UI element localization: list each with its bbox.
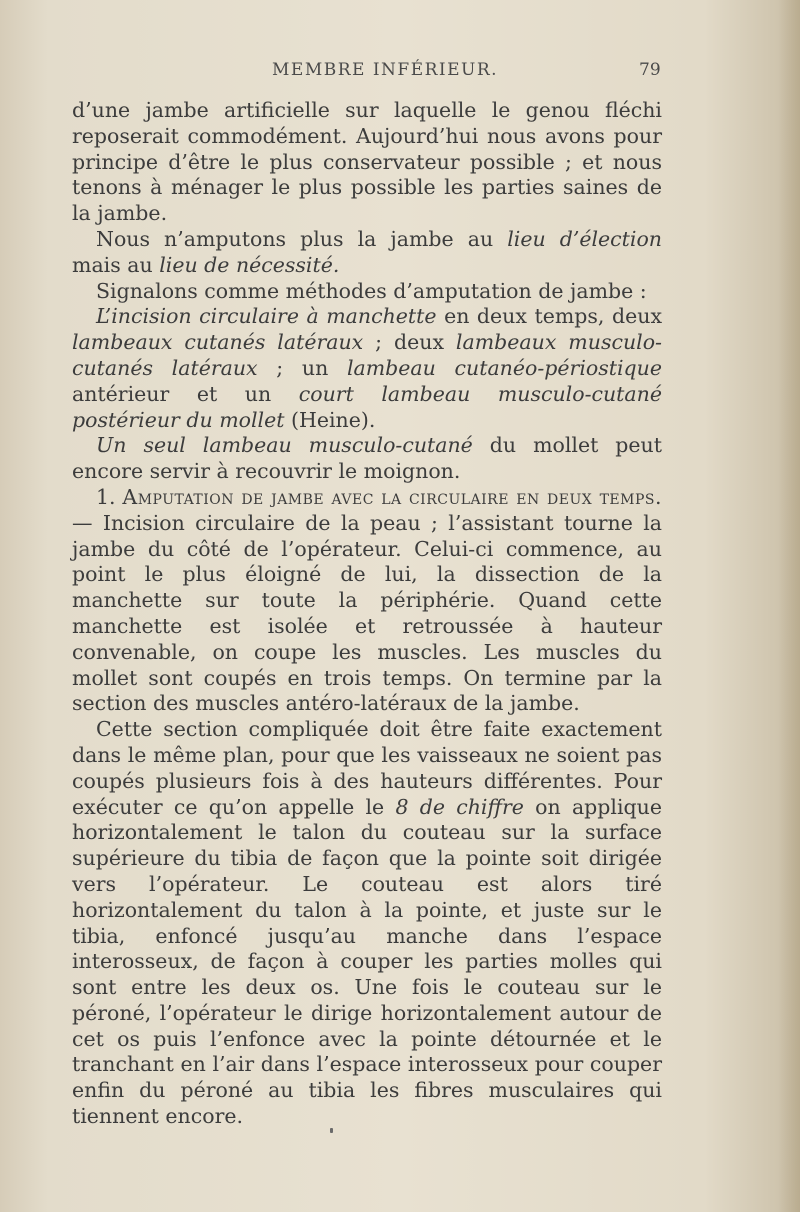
- emphasis: 8 de chiffre: [395, 794, 524, 819]
- emphasis: lambeau cutanéo-périostique: [346, 355, 662, 380]
- section-number: 1.: [96, 484, 116, 509]
- body-text: [72, 98, 662, 1130]
- emphasis: L’incision circulaire à manchette: [96, 304, 437, 329]
- paragraph-4: L’incision circulaire à manchette en deux temps, deux lambeaux cutanés latéraux ; deux lambeaux musculo-cutanés latéraux ; un lambeau cutanéo-périostique antérieur et un court lambeau musculo-cutané postérieur du mollet (Heine).: [72, 304, 662, 432]
- paragraph-5: Un seul lambeau musculo-cutané du mollet peut encore servir à recouvrir le moignon.: [72, 433, 662, 484]
- emphasis: lambeaux cutanés latéraux: [72, 330, 364, 355]
- page-edge-shadow: [778, 0, 800, 1212]
- page-number: 79: [639, 60, 661, 80]
- paragraph-3: Signalons comme méthodes d’amputation de jambe :: [96, 278, 647, 303]
- emphasis: Un seul lambeau musculo-cutané: [96, 433, 473, 458]
- emphasis: court lambeau musculo-cutané postérieur du mollet: [72, 381, 662, 432]
- paragraph-2: Nous n’amputons plus la jambe au lieu d’élection mais au lieu de nécessité.: [72, 226, 662, 277]
- running-head: MEMBRE INFÉRIEUR.: [272, 60, 499, 80]
- page-header: [0, 60, 800, 86]
- section-heading: Amputation de jambe avec la circulaire en deux temps.: [122, 484, 662, 509]
- emphasis: lambeaux musculo-cutanés latéraux: [72, 330, 662, 380]
- paragraph-1: d’une jambe artificielle sur laquelle le genou fléchi reposerait commodément. Aujourd’hui nous avons pour principe d’être le plus conservateur possible ; et nous tenons à ménager le plus possible les parties saines de la jambe.: [72, 98, 662, 226]
- emphasis: lieu d’élection: [507, 226, 662, 251]
- paragraph-7: Cette section compliquée doit être faite exactement dans le même plan, pour que les vaisseaux ne soient pas coupés plusieurs fois à des hauteurs différentes. Pour exécuter ce qu’on appelle le 8 de chiffre on applique horizontalement le talon du couteau sur la surface supérieure du tibia de façon que la pointe soit dirigée vers l’opérateur. Le couteau est alors tiré horizontalement du talon à la pointe, et juste sur le tibia, enfoncé jusqu’au manche dans l’espace interosseux, de façon à couper les parties molles qui sont entre les deux os. Une fois le couteau sur le péroné, l’opérateur le dirige horizontalement autour de cet os puis l’enfonce avec la pointe détournée et le tranchant en l’air dans l’espace interosseux pour couper enfin du péroné au tibia les fibres musculaires qui tiennent encore.: [72, 717, 662, 1129]
- emphasis: lieu de nécessité.: [159, 252, 340, 277]
- paragraph-6: 1. Amputation de jambe avec la circulaire en deux temps. — Incision circulaire de la peau ; l’assistant tourne la jambe du côté de l’opérateur. Celui-ci commence, au point le plus éloigné de lui, la dissection de la manchette sur toute la périphérie. Quand cette manchette est isolée et retroussée à hauteur convenable, on coupe les muscles. Les muscles du mollet sont coupés en trois temps. On termine par la section des muscles antéro-latéraux de la jambe.: [72, 484, 662, 716]
- ink-speck: [330, 1128, 333, 1133]
